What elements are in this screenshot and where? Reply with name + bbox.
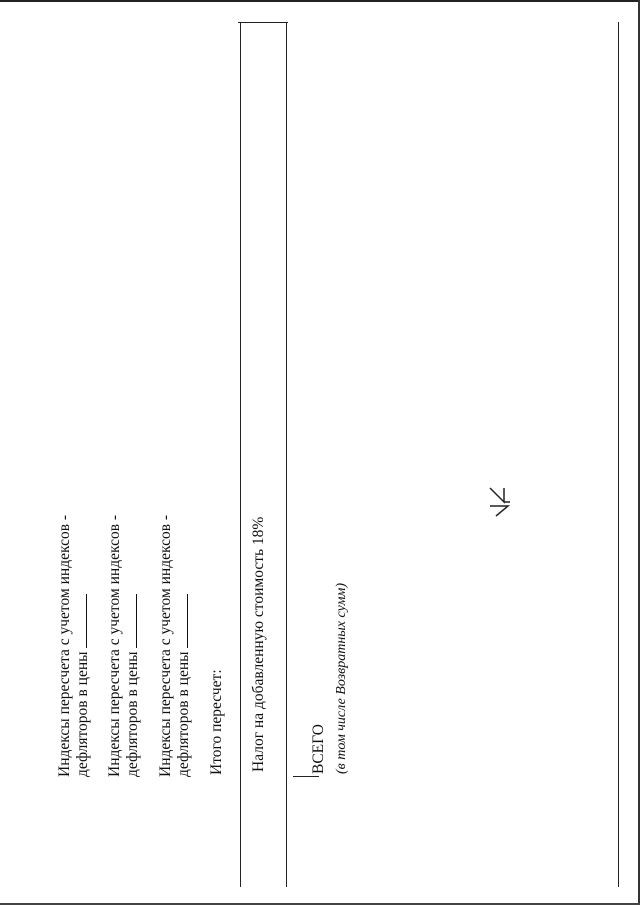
vat-line: Налог на добавленную стоимость 18%: [250, 516, 267, 772]
row-2-line2: дефляторов в цены: [123, 515, 141, 777]
grand-total-note: (в том числе Возвратных сумм): [334, 583, 349, 774]
row-3-line1: Индексы пересчета с учетом индексов -: [157, 514, 174, 777]
row-2: [106, 515, 141, 777]
blank-field[interactable]: [123, 594, 137, 648]
row-3-line2: дефляторов в цены: [174, 515, 192, 777]
blank-field[interactable]: [174, 594, 188, 648]
row-3: [157, 515, 192, 777]
row-1-line1: Индексы пересчета с учетом индексов -: [56, 514, 73, 777]
row-1: [56, 515, 91, 777]
row-1-line2: дефляторов в цены: [73, 515, 91, 777]
row-2-line1: Индексы пересчета с учетом индексов -: [106, 514, 123, 777]
blank-field[interactable]: [73, 594, 87, 648]
grand-total: ВСЕГО: [310, 724, 327, 774]
total-recalc: Итого пересчет:: [208, 669, 225, 775]
